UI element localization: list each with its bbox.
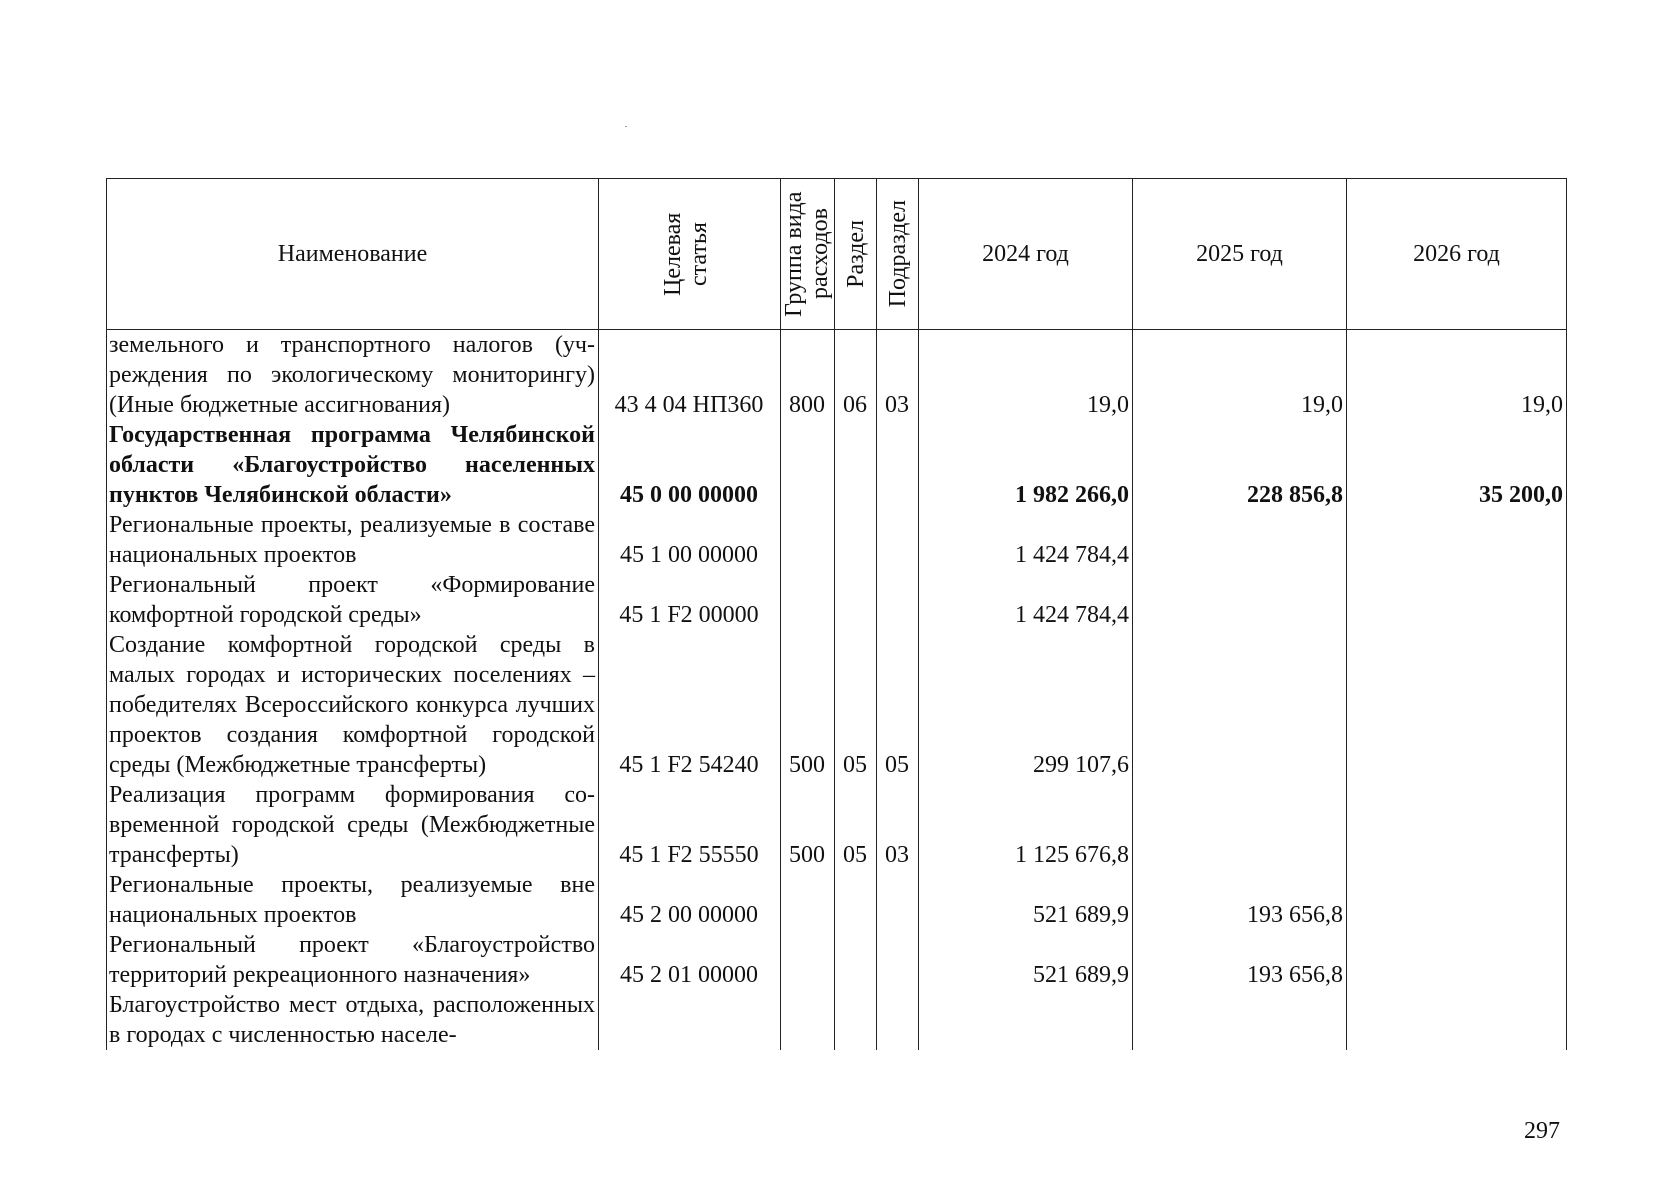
budget-table (106, 178, 1567, 1050)
header-name: Наименование (107, 179, 599, 330)
row-name: Региональные проекты, реализуемые в составе национальных проектов (107, 510, 599, 570)
row-section: 06 (835, 330, 877, 421)
table-row (107, 930, 1567, 990)
header-2026: 2026 год (1347, 179, 1567, 330)
table-row (107, 630, 1567, 780)
row-subsection (877, 510, 919, 570)
row-2025 (1133, 510, 1347, 570)
row-2026 (1347, 630, 1567, 780)
row-name: Государственная программа Челябинской области «Благоустройство населенных пунктов Челябинской области» (107, 420, 599, 510)
row-group (781, 930, 835, 990)
row-2025: 19,0 (1133, 330, 1347, 421)
row-group: 500 (781, 630, 835, 780)
row-code: 45 0 00 00000 (599, 420, 781, 510)
row-section: 05 (835, 780, 877, 870)
row-2026 (1347, 990, 1567, 1050)
row-2024: 1 125 676,8 (919, 780, 1133, 870)
row-2024: 1 424 784,4 (919, 570, 1133, 630)
page-number: 297 (1524, 1118, 1560, 1144)
table-row (107, 780, 1567, 870)
row-name: Создание комфортной городской среды в малых городах и исторических поселениях – победителях Всероссийского конкурса лучших проектов создания комфортной городской среды (Межбюджетные трансферты) (107, 630, 599, 780)
row-2025 (1133, 630, 1347, 780)
row-group (781, 420, 835, 510)
row-name: Реализация программ формирования современной городской среды (Межбюджетные трансферты) (107, 780, 599, 870)
table-row (107, 420, 1567, 510)
row-group (781, 510, 835, 570)
row-name: Региональные проекты, реализуемые вне национальных проектов (107, 870, 599, 930)
row-2025 (1133, 570, 1347, 630)
row-code (599, 990, 781, 1050)
row-code: 45 1 F2 54240 (599, 630, 781, 780)
row-2026 (1347, 570, 1567, 630)
row-section (835, 870, 877, 930)
row-2025: 193 656,8 (1133, 930, 1347, 990)
row-subsection (877, 420, 919, 510)
row-group (781, 870, 835, 930)
table-header-row (107, 179, 1567, 330)
row-2026: 35 200,0 (1347, 420, 1567, 510)
row-2025 (1133, 780, 1347, 870)
row-section (835, 990, 877, 1050)
row-section: 05 (835, 630, 877, 780)
row-2026 (1347, 510, 1567, 570)
table-row (107, 330, 1567, 421)
row-2025 (1133, 990, 1347, 1050)
row-code: 45 2 00 00000 (599, 870, 781, 930)
row-code: 43 4 04 НП360 (599, 330, 781, 421)
row-group (781, 570, 835, 630)
table-row (107, 990, 1567, 1050)
row-code: 45 1 F2 55550 (599, 780, 781, 870)
row-subsection (877, 930, 919, 990)
row-2026: 19,0 (1347, 330, 1567, 421)
table-row (107, 870, 1567, 930)
row-name: Региональный проект «Формирование комфортной городской среды» (107, 570, 599, 630)
row-2026 (1347, 870, 1567, 930)
row-group (781, 990, 835, 1050)
header-expense-group: Группа вида расходов (781, 179, 835, 330)
scan-speck (625, 126, 627, 127)
row-subsection: 05 (877, 630, 919, 780)
row-2025: 193 656,8 (1133, 870, 1347, 930)
row-2024: 1 424 784,4 (919, 510, 1133, 570)
row-name: Благоустройство мест отдыха, расположенных в городах с численностью населе- (107, 990, 599, 1050)
row-group: 500 (781, 780, 835, 870)
row-section (835, 570, 877, 630)
row-section (835, 930, 877, 990)
row-section (835, 420, 877, 510)
row-subsection: 03 (877, 330, 919, 421)
row-code: 45 1 F2 00000 (599, 570, 781, 630)
header-subsection: Подраздел (877, 179, 919, 330)
row-2024 (919, 990, 1133, 1050)
row-subsection (877, 990, 919, 1050)
row-name: земельного и транспортного налогов (учреждения по экологическому мониторингу) (Иные бюджетные ассигнования) (107, 330, 599, 421)
table-row (107, 510, 1567, 570)
row-name: Региональный проект «Благоустройство территорий рекреационного назначения» (107, 930, 599, 990)
row-2024: 299 107,6 (919, 630, 1133, 780)
row-2024: 521 689,9 (919, 930, 1133, 990)
row-2025: 228 856,8 (1133, 420, 1347, 510)
header-2025: 2025 год (1133, 179, 1347, 330)
row-2026 (1347, 780, 1567, 870)
row-group: 800 (781, 330, 835, 421)
row-code: 45 1 00 00000 (599, 510, 781, 570)
row-subsection: 03 (877, 780, 919, 870)
row-subsection (877, 870, 919, 930)
row-2024: 521 689,9 (919, 870, 1133, 930)
table-row (107, 570, 1567, 630)
row-subsection (877, 570, 919, 630)
row-code: 45 2 01 00000 (599, 930, 781, 990)
row-2024: 19,0 (919, 330, 1133, 421)
header-section: Раздел (835, 179, 877, 330)
row-section (835, 510, 877, 570)
row-2024: 1 982 266,0 (919, 420, 1133, 510)
header-2024: 2024 год (919, 179, 1133, 330)
row-2026 (1347, 930, 1567, 990)
header-target-article: Целевая статья (599, 179, 781, 330)
